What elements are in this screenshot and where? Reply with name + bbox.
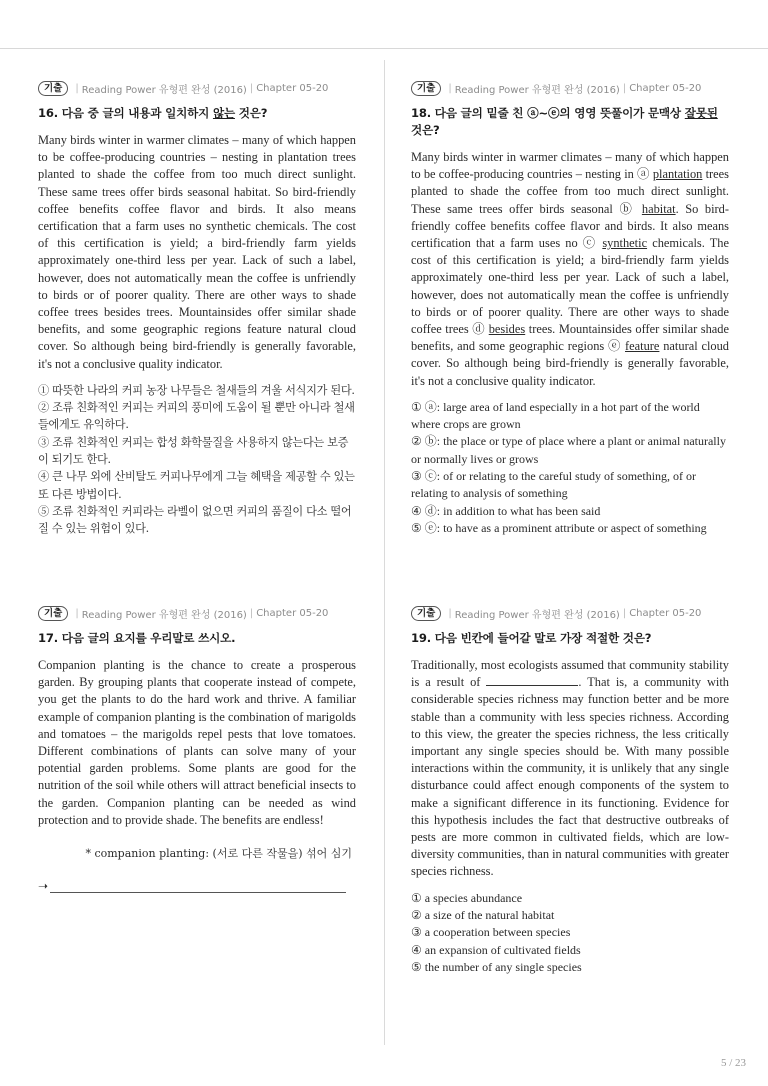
- question-16: [38, 80, 356, 538]
- question-source: 기출 | Reading Power 유형편 완성 (2016) | Chapter 05-20: [411, 80, 729, 96]
- question-18: [411, 80, 729, 537]
- answer-line[interactable]: [50, 880, 346, 893]
- option-5[interactable]: ⑤ the number of any single species: [411, 959, 582, 974]
- question-title: 19. 다음 빈칸에 들어갈 말로 가장 적절한 것은?: [411, 631, 652, 645]
- underlined-word-b: habitat: [641, 201, 676, 216]
- option-2[interactable]: ② a size of the natural habitat: [411, 907, 555, 922]
- passage: Many birds winter in warmer climates – many of which happen to be coffee-producing countries – nesting in plantation trees planted to shade the coffee from too much direct sunlight. These same trees offer birds seasonal habitat. So bird-friendly coffee benefits coffee flavor and birds. It also means certification that a farm uses no synthetic chemicals. The cost of this certification is yield; a bird-friendly farm yields approximately one-third less per year. Lack of such a label, however, does not automatically mean the coffee is unfriendly to birds or of poorer quality. There are other ways to shade coffee trees besides trees. Mountainsides offer similar shade benefits, and some geographic regions feature natural cloud cover. So although being bird-friendly is generally favorable, it's not a conclusive quality indicator.: [38, 133, 356, 371]
- question-source: 기출 | Reading Power 유형편 완성 (2016) | Chapter 05-20: [38, 605, 356, 621]
- question-19: [411, 605, 729, 976]
- passage: Many birds winter in warmer climates – many of which happen to be coffee-producing countries – nesting in ⓐ plantation trees planted to shade the coffee from too much direct sunlight. These same trees offer birds seasonal ⓑ habitat. So bird-friendly coffee benefits coffee flavor and birds. It also means certification that a farm uses no ⓒ synthetic chemicals. The cost of this certification is yield; a bird-friendly farm yields approximately one-third less per year. Lack of such a label, however, does not automatically mean the coffee is unfriendly to birds or of poorer quality. There are other ways to shade coffee trees ⓓ besides trees. Mountainsides offer similar shade benefits, and some geographic regions ⓔ feature natural cloud cover. So although being bird-friendly is generally favorable, it's not a conclusive quality indicator.: [411, 150, 730, 388]
- question-title: 18. 다음 글의 밑줄 친 ⓐ~ⓔ의 영영 뜻풀이가 문맥상 잘못된 것은?: [411, 106, 718, 137]
- column-divider: [384, 60, 385, 1045]
- underlined-word-e: feature: [625, 339, 660, 354]
- option-3[interactable]: ③ ⓒ: of or relating to the careful study of something, of or relating to analysis of something: [411, 469, 697, 501]
- option-5[interactable]: ⑤ ⓔ: to have as a prominent attribute or aspect of something: [411, 520, 707, 535]
- source-chapter: Chapter 05-20: [629, 82, 702, 94]
- source-badge: 기출: [38, 606, 68, 621]
- option-2[interactable]: ② ⓑ: the place or type of place where a plant or animal naturally or normally lives or grows: [411, 434, 726, 466]
- answer-area[interactable]: [38, 879, 356, 893]
- question-title: 16. 다음 중 글의 내용과 일치하지 않는 것은?: [38, 106, 268, 120]
- passage: Companion planting is the chance to create a prosperous garden. By grouping plants that cooperate instead of compete, you get the plants to do the hard work and thrive. A familiar example of companion planting is the combination of marigolds and tomatoes – the marigolds repel pests that love tomatoes. Different combinations of plants can solve many of your potential garden problems. Some plants are good for the nutrition of the soil while others will attract beneficial insects to the garden. Companion planting can be needed as wind protection and to provide shade. The benefits are endless!: [38, 658, 356, 827]
- option-list: [411, 399, 729, 537]
- option-3[interactable]: ③ 조류 친화적인 커피는 합성 화학물질을 사용하지 않는다는 보증이 되기도 한다.: [38, 435, 349, 467]
- option-2[interactable]: ② 조류 친화적인 커피는 커피의 풍미에 도움이 될 뿐만 아니라 철새들에게도 유익하다.: [38, 401, 355, 432]
- option-1[interactable]: ① 따뜻한 나라의 커피 농장 나무들은 철새들의 겨울 서식지가 된다.: [38, 383, 355, 397]
- source-chapter: Chapter 05-20: [256, 607, 329, 619]
- option-list: [38, 382, 356, 538]
- option-1[interactable]: ① a species abundance: [411, 890, 523, 905]
- option-list: [411, 890, 729, 976]
- footnote: * companion planting: (서로 다른 작물을) 섞어 심기: [85, 847, 352, 861]
- question-title: 17. 다음 글의 요지를 우리말로 쓰시오.: [38, 631, 236, 645]
- arrow-icon: ➝: [38, 879, 49, 894]
- option-5[interactable]: ⑤ 조류 친화적인 커피라는 라벨이 없으면 커피의 품질이 다소 떨어질 수 있는 위험이 있다.: [38, 504, 352, 536]
- option-4[interactable]: ④ an expansion of cultivated fields: [411, 942, 581, 957]
- underlined-word-c: synthetic: [602, 236, 648, 251]
- option-3[interactable]: ③ a cooperation between species: [411, 925, 571, 940]
- source-chapter: Chapter 05-20: [629, 607, 702, 619]
- underlined-word-a: plantation: [652, 167, 703, 182]
- source-book: Reading Power 유형편 완성 (2016): [454, 84, 620, 96]
- source-book: Reading Power 유형편 완성 (2016): [81, 84, 247, 96]
- source-badge: 기출: [411, 606, 441, 621]
- option-4[interactable]: ④ 큰 나무 외에 산비탈도 커피나무에게 그늘 혜택을 제공할 수 있는 또 다른 방법이다.: [38, 470, 355, 501]
- fill-in-blank[interactable]: [486, 675, 578, 686]
- source-chapter: Chapter 05-20: [256, 82, 329, 94]
- passage: Traditionally, most ecologists assumed that community stability is a result of . That is, a community with considerable species richness may function better and be more stable than a community with less species richness. According to this view, the greater the species richness, the less critically important any single species should be. With many possible interactions within the community, it is unlikely that any single disturbance could affect enough components of the system to make a significant difference in its functioning. Evidence for this hypothesis includes the fact that destructive outbreaks of pests are more common in cultivated fields, which are low-diversity communities, than in natural communities with greater species richness.: [411, 658, 729, 879]
- option-4[interactable]: ④ ⓓ: in addition to what has been said: [411, 503, 601, 518]
- source-book: Reading Power 유형편 완성 (2016): [454, 609, 620, 621]
- source-badge: 기출: [38, 81, 68, 96]
- page-number: 5 / 23: [720, 1057, 746, 1069]
- header-rule: [0, 48, 768, 49]
- source-book: Reading Power 유형편 완성 (2016): [81, 609, 247, 621]
- option-1[interactable]: ① ⓐ: large area of land especially in a hot part of the world where crops are grown: [411, 399, 700, 432]
- question-17: [38, 605, 356, 893]
- question-source: 기출 | Reading Power 유형편 완성 (2016) | Chapter 05-20: [411, 605, 729, 621]
- underlined-word-d: besides: [488, 322, 526, 337]
- question-source: 기출 | Reading Power 유형편 완성 (2016) | Chapter 05-20: [38, 80, 356, 96]
- source-badge: 기출: [411, 81, 441, 96]
